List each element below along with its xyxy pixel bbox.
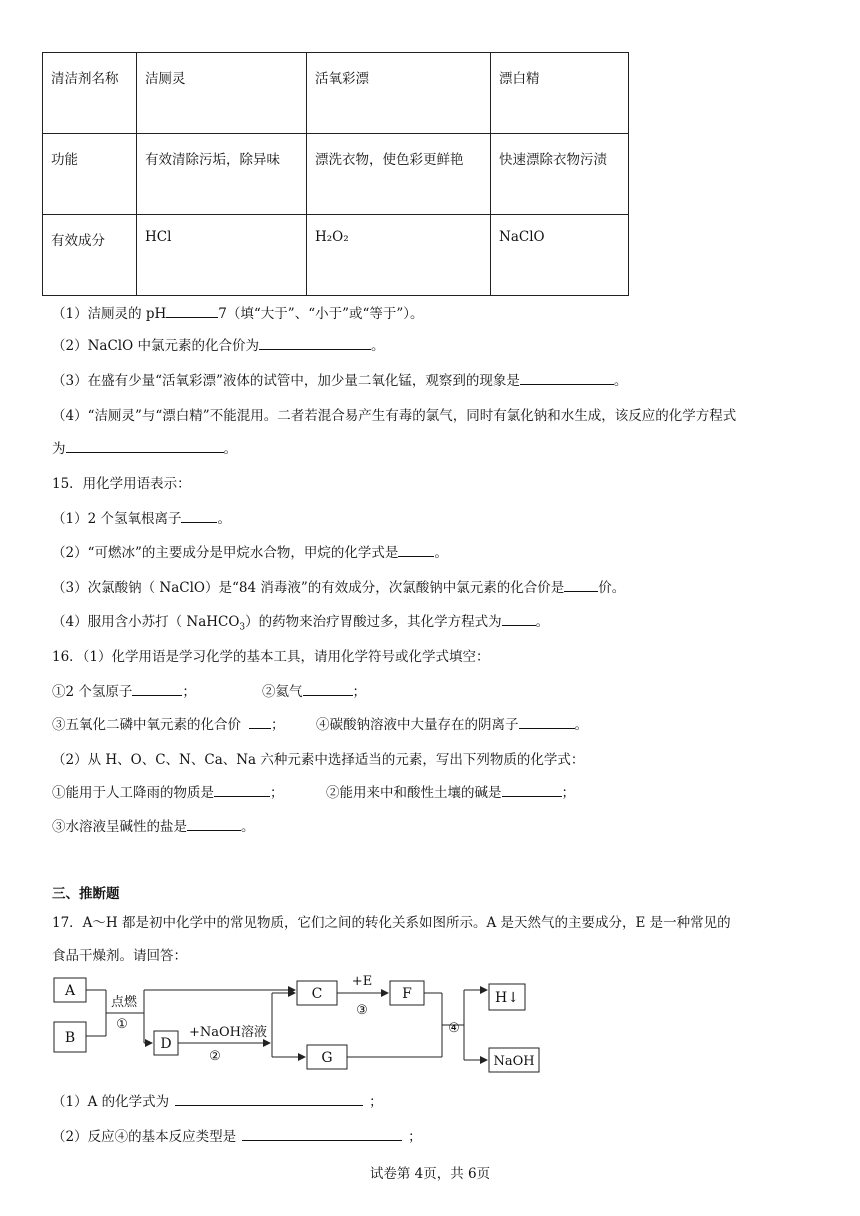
q15-part2 bbox=[52, 541, 448, 561]
node-a: A bbox=[64, 983, 76, 999]
subscript: 3 bbox=[239, 622, 246, 633]
reaction1-condition: 点燃 bbox=[110, 995, 138, 1010]
q14-part3 bbox=[52, 369, 627, 389]
reaction3-number: ③ bbox=[356, 1003, 368, 1018]
node-h: H↓ bbox=[495, 990, 519, 1006]
answer-blank[interactable] bbox=[259, 335, 371, 350]
node-c: C bbox=[311, 986, 323, 1002]
q14-part4 bbox=[52, 404, 736, 424]
q15-part3 bbox=[52, 576, 625, 596]
answer-blank[interactable] bbox=[519, 714, 575, 729]
table-cell: 漂白精 bbox=[491, 53, 629, 134]
question-text: ①能用于人工降雨的物质是 bbox=[52, 785, 214, 801]
question-text: ； bbox=[270, 785, 284, 801]
question-text: ； bbox=[182, 684, 196, 700]
question-text: 。 bbox=[613, 373, 628, 389]
q16-title: 16．（1）化学用语是学习化学的基本工具，请用化学符号或化学式填空： bbox=[52, 649, 490, 665]
question-text: （1）2 个氢氧根离子 bbox=[52, 511, 182, 527]
reaction2-condition: +NaOH溶液 bbox=[188, 1025, 268, 1040]
question-text: 。 bbox=[241, 819, 255, 835]
question-text: 。 bbox=[223, 441, 237, 457]
question-text: ③水溶液呈碱性的盐是 bbox=[52, 819, 187, 835]
table-cell: 有效清除污垢，除异味 bbox=[137, 134, 307, 215]
q15-part4 bbox=[52, 610, 549, 633]
table-cell: 有效成分 bbox=[43, 215, 137, 296]
table-row bbox=[43, 134, 629, 215]
question-text: （2）“可燃冰”的主要成分是甲烷水合物，甲烷的化学式是 bbox=[52, 545, 399, 561]
answer-blank[interactable] bbox=[564, 577, 598, 592]
question-text: ； bbox=[408, 1129, 422, 1145]
answer-blank[interactable] bbox=[398, 542, 434, 557]
answer-blank[interactable] bbox=[303, 681, 353, 696]
question-text: （2）NaClO 中氯元素的化合价为 bbox=[52, 338, 259, 354]
q16-b3 bbox=[52, 815, 255, 835]
node-d: D bbox=[160, 1036, 172, 1052]
q14-part4-cont bbox=[52, 437, 237, 457]
question-text: ； bbox=[352, 684, 366, 700]
node-g: G bbox=[321, 1050, 333, 1066]
question-text: ）的药物来治疗胃酸过多，其化学方程式为 bbox=[245, 614, 502, 630]
answer-blank[interactable] bbox=[214, 782, 270, 797]
q17-part1 bbox=[52, 1090, 383, 1110]
answer-blank[interactable] bbox=[242, 1126, 402, 1141]
section-title: 三、推断题 bbox=[52, 886, 120, 902]
question-text: 。 bbox=[574, 717, 588, 733]
answer-blank[interactable] bbox=[132, 681, 182, 696]
answer-blank[interactable] bbox=[249, 714, 271, 729]
question-text: ②氦气 bbox=[262, 684, 303, 700]
q16-a4 bbox=[316, 713, 588, 733]
question-text: ③五氧化二磷中氧元素的化合价 bbox=[52, 717, 241, 733]
question-text: ； bbox=[561, 785, 575, 801]
reaction1-number: ① bbox=[116, 1017, 128, 1032]
question-text: ①2 个氢原子 bbox=[52, 684, 133, 700]
question-text: ④碳酸钠溶液中大量存在的阴离子 bbox=[316, 717, 519, 733]
conversion-diagram bbox=[50, 968, 550, 1078]
table-cell: 清洁剂名称 bbox=[43, 53, 137, 134]
cleaner-table bbox=[42, 52, 629, 296]
node-b: B bbox=[64, 1030, 76, 1046]
question-text: 。 bbox=[535, 614, 550, 630]
q16-a1 bbox=[52, 680, 196, 700]
table-cell: NaClO bbox=[491, 215, 629, 296]
table-cell: 洁厕灵 bbox=[137, 53, 307, 134]
q17-part2 bbox=[52, 1125, 422, 1145]
table-row bbox=[43, 215, 629, 296]
question-text: 7（填“大于”、“小于”或“等于”）。 bbox=[218, 306, 424, 322]
answer-blank[interactable] bbox=[502, 611, 536, 626]
question-text: 。 bbox=[217, 511, 231, 527]
q15-title: 15．用化学用语表示： bbox=[52, 476, 191, 492]
answer-blank[interactable] bbox=[175, 1091, 363, 1106]
q14-part1 bbox=[52, 302, 424, 322]
question-text: ； bbox=[271, 717, 285, 733]
question-text: （1）洁厕灵的 pH bbox=[52, 306, 167, 322]
q16-a3 bbox=[52, 713, 285, 733]
answer-blank[interactable] bbox=[181, 508, 217, 523]
q16-a2 bbox=[262, 680, 366, 700]
reaction2-number: ② bbox=[209, 1049, 221, 1064]
q17-line2: 食品干燥剂。请回答： bbox=[52, 948, 187, 964]
page-footer: 试卷第 4页，共 6页 bbox=[369, 1166, 491, 1182]
question-text: ②能用来中和酸性土壤的碱是 bbox=[326, 785, 502, 801]
answer-blank[interactable] bbox=[502, 782, 562, 797]
reaction3-condition: +E bbox=[351, 974, 373, 989]
question-text: （3）在盛有少量“活氧彩漂”液体的试管中，加少量二氧化锰，观察到的现象是 bbox=[52, 373, 520, 389]
node-f: F bbox=[402, 986, 412, 1002]
question-text: （3）次氯酸钠（ NaClO）是“84 消毒液”的有效成分，次氯酸钠中氯元素的化合价是 bbox=[52, 580, 565, 596]
table-cell: HCl bbox=[137, 215, 307, 296]
question-text: （2）反应④的基本反应类型是 bbox=[52, 1129, 237, 1145]
table-cell: 漂洗衣物，使色彩更鲜艳 bbox=[307, 134, 491, 215]
table-cell: H₂O₂ bbox=[307, 215, 491, 296]
q16-part2: （2）从 H、O、C、N、Ca、Na 六种元素中选择适当的元素，写出下列物质的化学式： bbox=[52, 752, 585, 768]
q14-part2 bbox=[52, 334, 384, 354]
question-text: 。 bbox=[434, 545, 448, 561]
table-cell: 活氧彩漂 bbox=[307, 53, 491, 134]
answer-blank[interactable] bbox=[520, 370, 614, 385]
q17-line1: 17．A～H 都是初中化学中的常见物质，它们之间的转化关系如图所示。A 是天然气的主要成分，E 是一种常见的 bbox=[52, 915, 731, 931]
node-naoh: NaOH bbox=[493, 1054, 535, 1069]
question-text: ； bbox=[369, 1094, 383, 1110]
question-text: （1）A 的化学式为 bbox=[52, 1094, 170, 1110]
q15-part1 bbox=[52, 507, 231, 527]
reaction4-number: ④ bbox=[448, 1021, 460, 1036]
q16-b1 bbox=[52, 781, 284, 801]
table-cell: 快速漂除衣物污渍 bbox=[491, 134, 629, 215]
table-cell: 功能 bbox=[43, 134, 137, 215]
question-text: （4）服用含小苏打（ NaHCO bbox=[52, 614, 240, 630]
question-text: 价。 bbox=[598, 580, 626, 596]
table-header-row bbox=[43, 53, 629, 134]
answer-blank[interactable] bbox=[66, 438, 224, 453]
question-text: 。 bbox=[370, 338, 385, 354]
question-text: 为 bbox=[52, 441, 66, 457]
answer-blank[interactable] bbox=[166, 303, 218, 318]
answer-blank[interactable] bbox=[187, 816, 241, 831]
q16-b2 bbox=[326, 781, 575, 801]
question-text: （4）“洁厕灵”与“漂白精”不能混用。二者若混合易产生有毒的氯气，同时有氯化钠和水生成，该反应的化学方程式 bbox=[52, 408, 737, 424]
